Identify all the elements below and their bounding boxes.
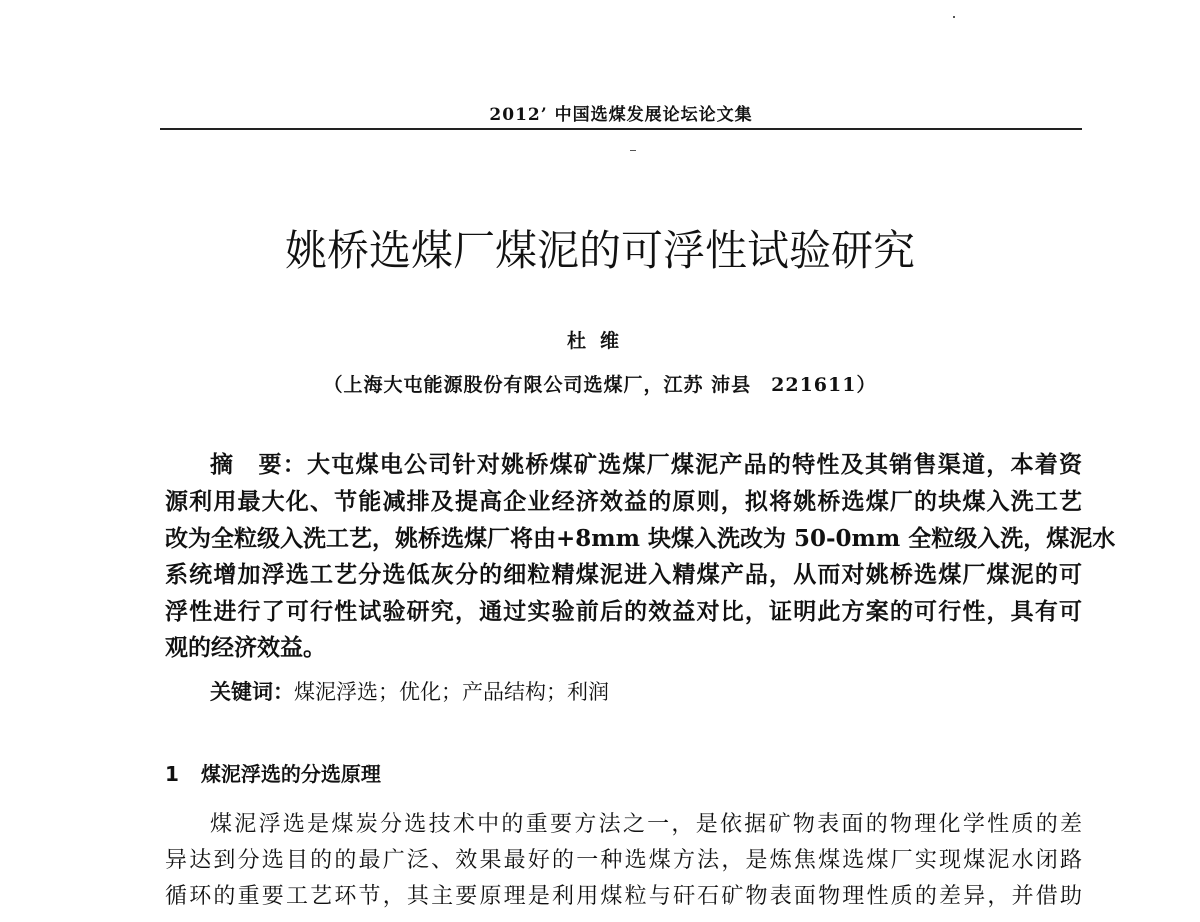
section-heading: 1 煤泥浮选的分选原理 [165, 762, 381, 786]
scan-speck [630, 150, 636, 151]
body-line: 煤泥浮选是煤炭分选技术中的重要方法之一，是依据矿物表面的物理化学性质的差 [210, 812, 1082, 837]
affiliation: （上海大屯能源股份有限公司选煤厂，江苏 沛县 221611） [323, 374, 877, 396]
body-line: 循环的重要工艺环节，其主要原理是利用煤粒与矸石矿物表面物理性质的差异，并借助 [165, 884, 1082, 909]
abstract-line: 摘 要：大屯煤电公司针对姚桥煤矿选煤厂煤泥产品的特性及其销售渠道，本着资 [210, 451, 1083, 478]
abstract-line: 系统增加浮选工艺分选低灰分的细粒精煤泥进入精煤产品，从而对姚桥选煤厂煤泥的可 [165, 561, 1082, 588]
body-line: 异达到分选目的的最广泛、效果最好的一种选煤方法，是炼焦煤选煤厂实现煤泥水闭路 [165, 848, 1082, 873]
running-header: 2012’ 中国选煤发展论坛论文集 [489, 105, 753, 125]
abstract-line: 源利用最大化、节能减排及提高企业经济效益的原则，拟将姚桥选煤厂的块煤入洗工艺 [165, 488, 1082, 515]
abstract-line: 观的经济效益。 [165, 634, 326, 661]
scan-speck [953, 16, 955, 18]
keywords-label: 关键词： [210, 680, 294, 704]
paper-title: 姚桥选煤厂煤泥的可浮性试验研究 [284, 226, 915, 275]
keywords-text: 煤泥浮选；优化；产品结构；利润 [294, 680, 609, 704]
author: 杜维 [566, 330, 633, 352]
abstract-line: 浮性进行了可行性试验研究，通过实验前后的效益对比，证明此方案的可行性，具有可 [165, 598, 1082, 625]
abstract-label: 摘 要： [210, 452, 308, 478]
keywords [210, 676, 609, 706]
header-rule [160, 128, 1082, 130]
abstract-line: 改为全粒级入洗工艺，姚桥选煤厂将由+8mm 块煤入洗改为 50-0mm 全粒级入洗，煤泥水 [165, 525, 1116, 552]
